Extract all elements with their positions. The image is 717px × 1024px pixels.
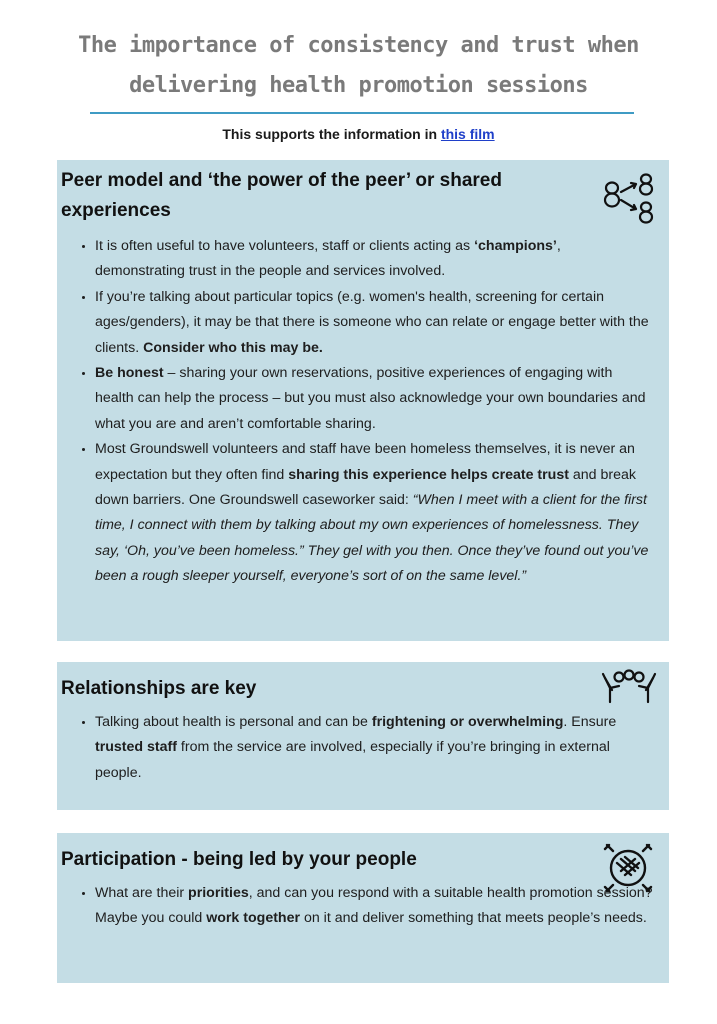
list-item xyxy=(95,710,653,786)
relationships-list xyxy=(61,710,653,786)
bullet-text: from the service are involved, especially if you’re bringing in external people. xyxy=(95,739,610,781)
peer-model-list xyxy=(61,234,653,590)
relationships-heading: Relationships are key xyxy=(61,678,257,699)
relationships-panel xyxy=(57,662,669,810)
bullet-text: and break down barriers. One Groundswell caseworker said: xyxy=(95,466,636,509)
list-item xyxy=(95,881,653,932)
page-title-line-2: delivering health promotion sessions xyxy=(129,73,588,98)
bullet-text: on it and deliver something that meets people’s needs. xyxy=(300,910,647,927)
participation-heading: Participation - being led by your people xyxy=(61,849,417,870)
list-item xyxy=(95,437,653,589)
bullet-text: It is often useful to have volunteers, staff or clients acting as xyxy=(95,238,475,254)
bullet-bold-text: priorities xyxy=(188,885,249,901)
page-title xyxy=(60,26,657,106)
hands-together-icon xyxy=(601,841,655,895)
bullet-text: . Ensure xyxy=(563,714,617,730)
peer-network-icon xyxy=(602,172,662,224)
bullet-bold-text: ‘champions’ xyxy=(474,238,557,254)
bullet-bold-text: sharing this experience helps create trust xyxy=(288,466,569,483)
participation-list xyxy=(61,881,653,932)
peer-model-panel xyxy=(57,160,669,641)
this-film-link[interactable]: this film xyxy=(440,126,495,142)
page-title-line-1: The importance of consistency and trust when xyxy=(78,33,639,58)
bullet-text: Talking about health is personal and can be xyxy=(95,714,372,730)
bullet-bold-text: frightening or overwhelming xyxy=(371,714,564,730)
bullet-text: If you’re talking about particular topics (e.g. women's health, screening for certain ages/genders), it may be that there is someone who can relate or engage better with the clients. xyxy=(95,288,649,356)
subtitle-text: This supports the information in xyxy=(222,126,441,142)
list-item xyxy=(95,285,653,361)
caseworker-quote: “When I meet with a client for the first time, I connect with them by talking about my own experiences of homelessness. They say, ‘Oh, you’ve been homeless.” They gel with you then. Once they’ve found out you’ve been a rough sleeper yourself, everyone’s sort of on the same level.” xyxy=(95,492,649,585)
bullet-bold-text: trusted staff xyxy=(95,739,177,756)
peer-model-heading: Peer model and ‘the power of the peer’ or shared experiences xyxy=(61,170,502,221)
people-group-icon xyxy=(597,668,661,708)
subtitle xyxy=(0,126,717,142)
participation-panel xyxy=(57,833,669,983)
list-item xyxy=(95,361,653,437)
bullet-bold-text: Be honest xyxy=(95,365,164,382)
bullet-bold-text: work together xyxy=(206,910,301,927)
bullet-text: , demonstrating trust in the people and services involved. xyxy=(95,238,561,280)
title-divider xyxy=(90,112,634,114)
bullet-bold-text: Consider who this may be. xyxy=(143,339,323,356)
list-item xyxy=(95,234,653,285)
bullet-text: What are their xyxy=(95,885,189,901)
bullet-text: , and can you respond with a suitable health promotion session? Maybe you could xyxy=(95,885,653,927)
bullet-text: Most Groundswell volunteers and staff have been homeless themselves, it is never an expectation but they often find xyxy=(95,441,635,483)
bullet-text: – sharing your own reservations, positive experiences of engaging with health can help the process – but you must also acknowledge your own boundaries and what you are and aren’t comfortable sharing. xyxy=(95,365,646,432)
